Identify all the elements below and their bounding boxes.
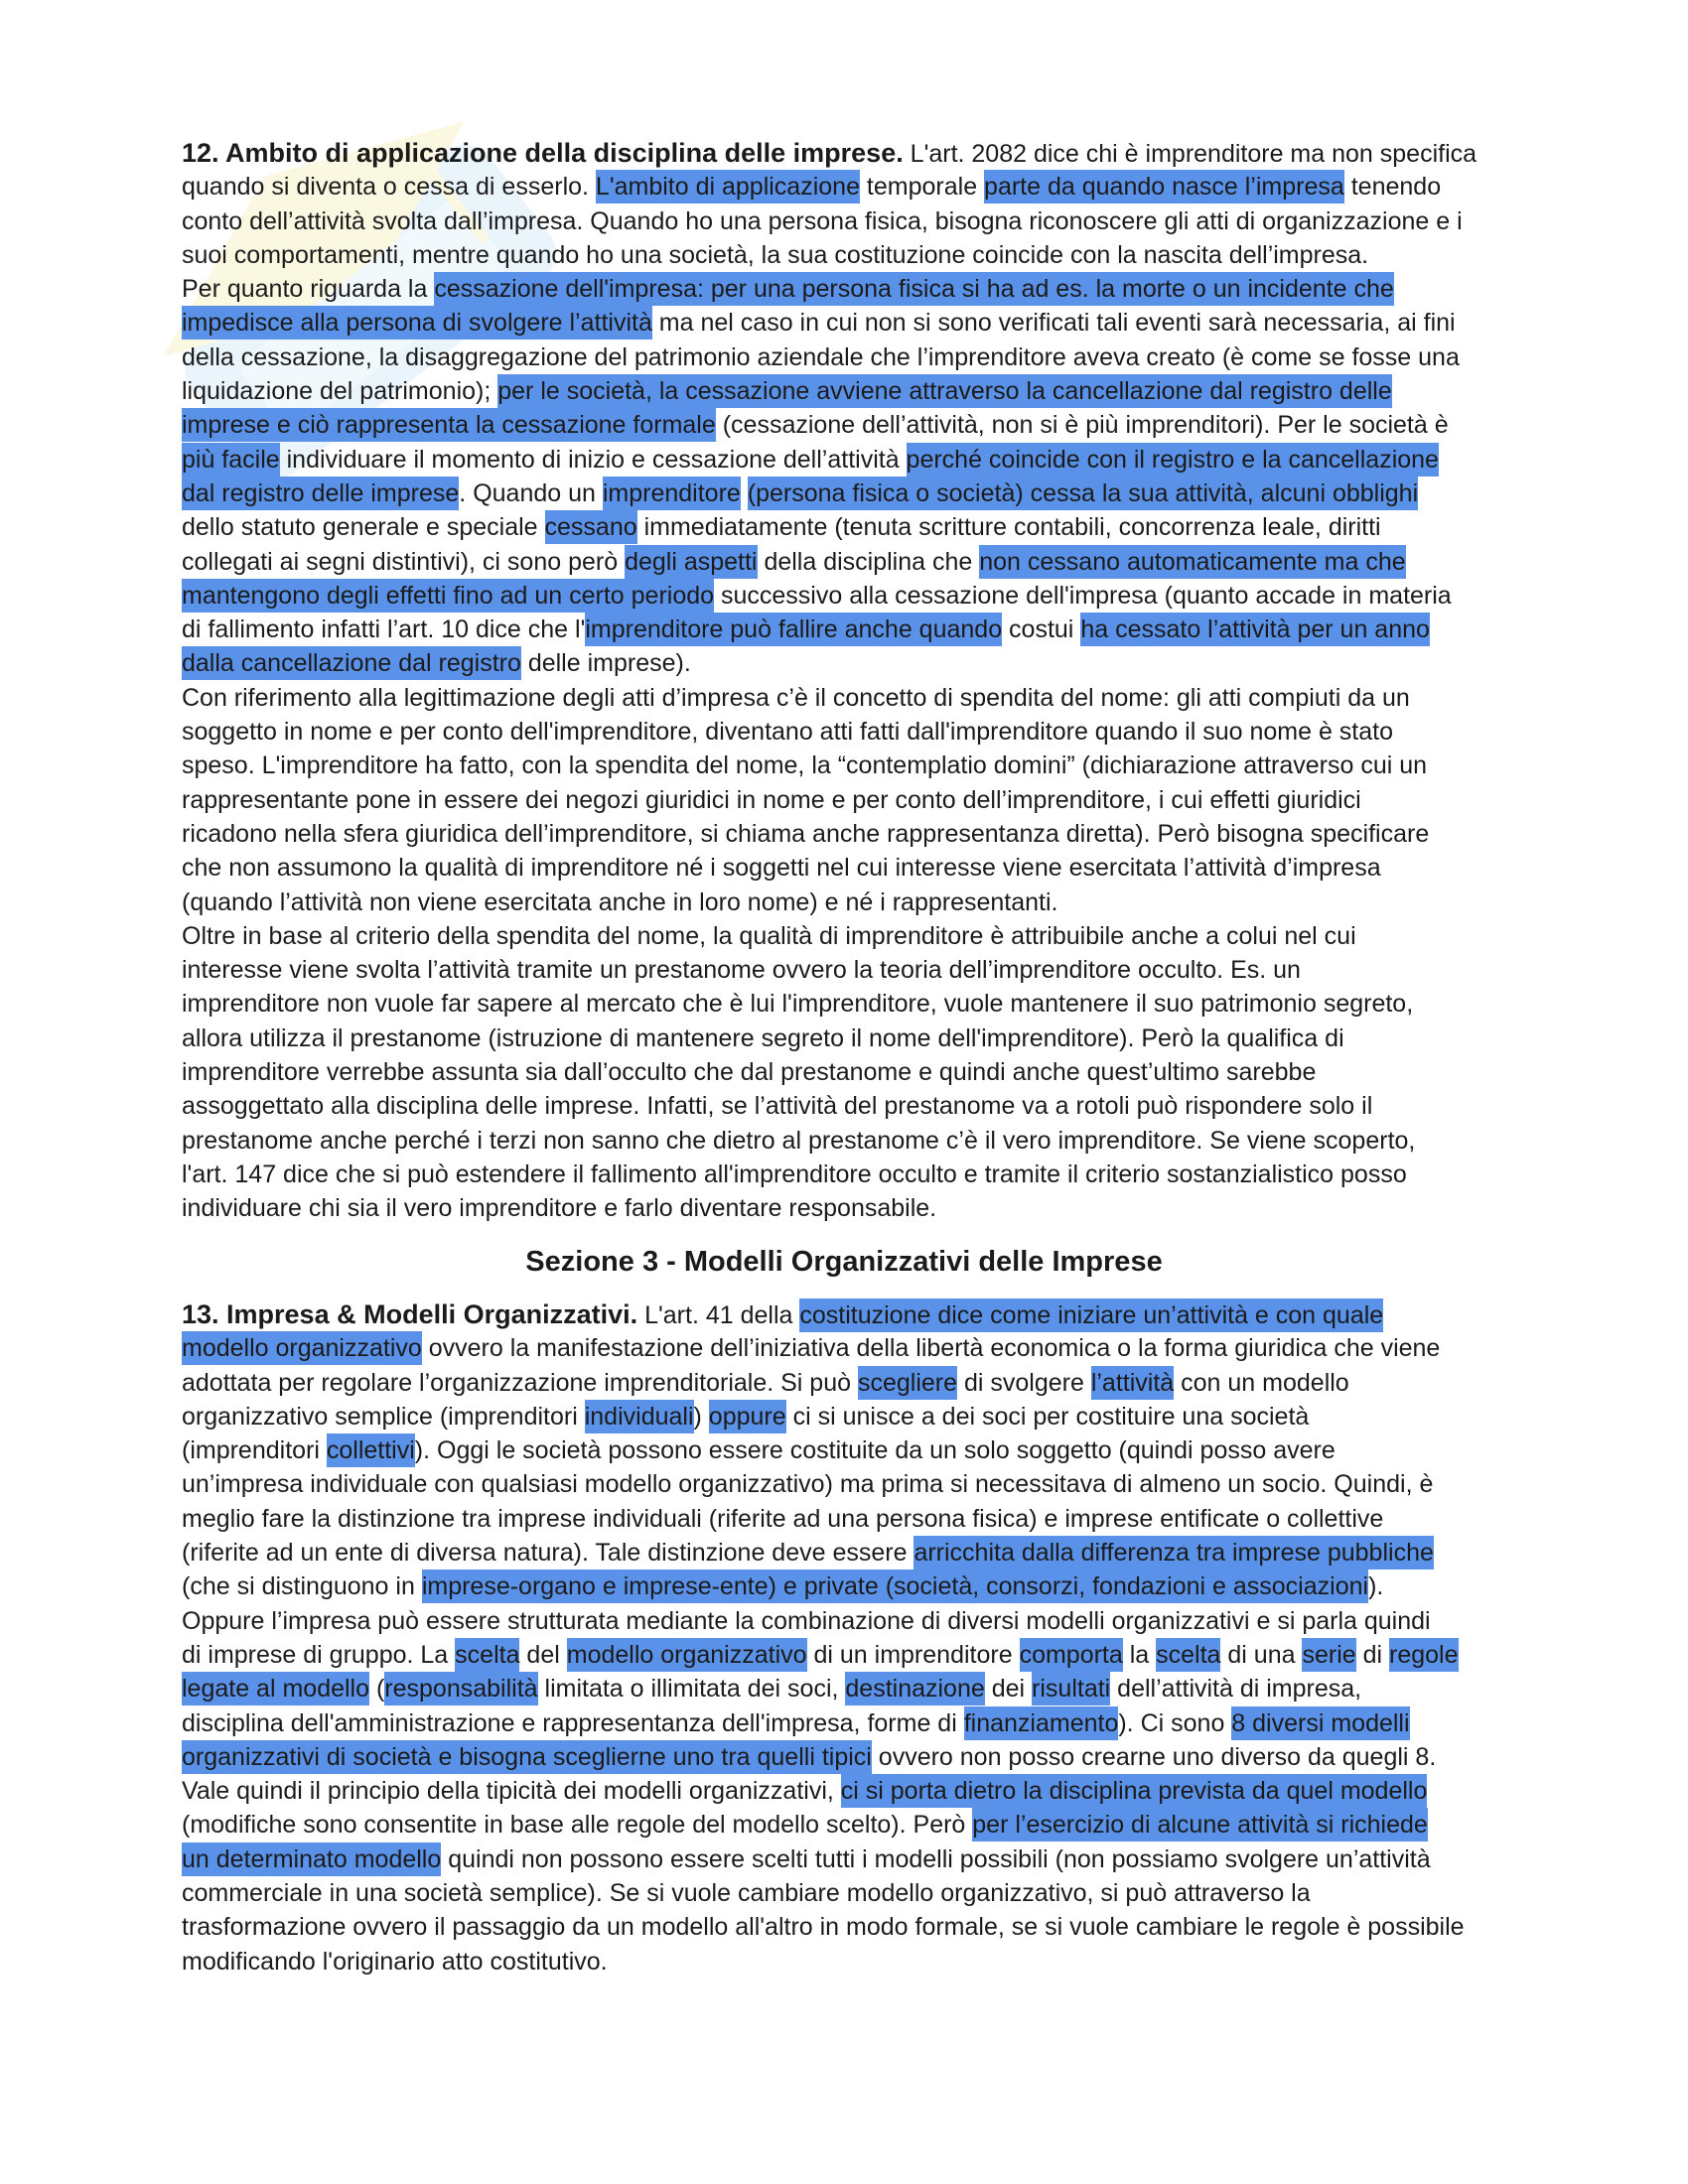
text-run: della cessazione, la disaggregazione del patrimonio aziendale che l’imprenditore aveva creato (è come se fosse una	[182, 342, 1460, 371]
text-line	[182, 1502, 1512, 1536]
highlighted-text: perché coincide con il registro e la cancellazione	[907, 443, 1439, 477]
highlighted-text: più facile	[182, 443, 280, 477]
text-line	[182, 374, 1512, 408]
text-run: (modifiche sono consentite in base alle regole del modello scelto). Però	[182, 1811, 973, 1840]
highlighted-text: arricchita dalla differenza tra imprese pubbliche	[914, 1536, 1433, 1570]
highlighted-text: impedisce alla persona di svolgere l’attività	[182, 306, 652, 340]
text-line	[182, 1604, 1512, 1638]
text-line	[182, 545, 1512, 579]
highlighted-text: un determinato modello	[182, 1843, 441, 1876]
text-line	[182, 613, 1512, 646]
highlighted-text: modello organizzativo	[567, 1638, 807, 1672]
text-line	[182, 817, 1512, 851]
text-line	[182, 1706, 1512, 1740]
text-run: L'art. 41 della	[637, 1301, 800, 1329]
highlighted-text: cessazione dell'impresa: per una persona fisica si ha ad es. la morte o un incidente che	[434, 272, 1393, 306]
text-line	[182, 1740, 1512, 1774]
text-line	[182, 238, 1512, 272]
text-run: interesse viene svolta l’attività tramite un prestanome ovvero la teoria dell’imprenditore occulto. Es. un	[182, 956, 1301, 985]
text-run: Per quanto riguarda la	[182, 275, 435, 304]
text-line	[182, 579, 1512, 613]
text-run: individuare il momento di inizio e cessazione dell’attività	[279, 445, 907, 474]
text-run: imprenditore verrebbe assunta sia dall’occulto che dal prestanome e quindi anche quest’ultimo sarebbe	[182, 1058, 1317, 1087]
text-line	[182, 987, 1512, 1021]
text-run: (che si distinguono in	[182, 1572, 422, 1601]
section-title: Sezione 3 - Modelli Organizzativi delle Imprese	[525, 1246, 1163, 1278]
text-run: Con riferimento alla legittimazione degli atti d’impresa c’è il concetto di spendita del nome: gli atti compiuti da un	[182, 683, 1410, 712]
text-line	[182, 919, 1512, 953]
highlighted-text: dalla cancellazione dal registro	[182, 646, 521, 680]
highlighted-text: dal registro delle imprese	[182, 477, 459, 510]
text-run: di fallimento infatti l’art. 10 dice che l'	[182, 615, 586, 644]
text-run: ovvero non posso crearne uno diverso da quegli 8.	[871, 1742, 1437, 1771]
text-run: di una	[1220, 1640, 1303, 1669]
text-run: della disciplina che	[757, 547, 980, 576]
highlighted-text: regole	[1389, 1638, 1459, 1672]
highlighted-text: legate al modello	[182, 1672, 369, 1706]
text-run: trasformazione ovvero il passaggio da un modello all'altro in modo formale, se si vuole cambiare le regole è possibile	[182, 1913, 1465, 1942]
highlighted-text: imprese-organo e imprese-ente) e private (società, consorzi, fondazioni e associazioni	[422, 1570, 1368, 1603]
text-line	[182, 886, 1512, 919]
text-line	[182, 443, 1512, 477]
text-line	[182, 1158, 1512, 1191]
text-line	[182, 1297, 1512, 1331]
text-run: assoggettato alla disciplina delle imprese. Infatti, se l’attività del prestanome va a rotoli può rispondere solo il	[182, 1092, 1373, 1121]
text-line	[182, 783, 1512, 817]
text-run: di un imprenditore	[806, 1640, 1020, 1669]
highlighted-text: collettivi	[327, 1433, 415, 1467]
text-run: Oltre in base al criterio della spendita del nome, la qualità di imprenditore è attribuibile anche a colui nel cui	[182, 921, 1356, 950]
text-run: meglio fare la distinzione tra imprese individuali (riferite ad una persona fisica) e imprese entificate o collettive	[182, 1504, 1384, 1533]
text-run: (riferite ad un ente di diversa natura). Tale distinzione deve essere	[182, 1539, 914, 1568]
highlighted-text: scelta	[455, 1638, 519, 1672]
text-line	[182, 749, 1512, 782]
text-run: di svolgere	[957, 1368, 1091, 1397]
highlighted-text: costituzione dice come iniziare un’attività e con quale	[799, 1298, 1383, 1332]
highlighted-text: imprenditore	[603, 477, 741, 510]
text-run: Oppure l’impresa può essere strutturata mediante la combinazione di diversi modelli organizzativi e si parla quindi	[182, 1606, 1431, 1635]
text-run: quando si diventa o cessa di esserlo.	[182, 173, 596, 202]
highlighted-text: non cessano automaticamente ma che	[979, 545, 1405, 579]
text-run: immediatamente (tenuta scritture contabili, concorrenza leale, diritti	[636, 513, 1381, 542]
highlighted-text: scegliere	[858, 1366, 957, 1400]
text-line	[182, 1366, 1512, 1400]
highlighted-text: oppure	[709, 1400, 786, 1433]
text-run: suoi comportamenti, mentre quando ho una società, la sua costituzione coincide con la nascita dell’impresa.	[182, 240, 1369, 269]
highlighted-text: l’attività	[1091, 1366, 1174, 1400]
text-run: del	[519, 1640, 567, 1669]
highlighted-text: ha cessato l’attività per un anno	[1080, 613, 1430, 646]
text-run: ).	[1368, 1572, 1384, 1601]
highlighted-text: risultati	[1032, 1672, 1110, 1706]
text-line	[182, 1945, 1512, 1979]
text-run: ma nel caso in cui non si sono verificati tali eventi sarà necessaria, ai fini	[651, 309, 1456, 338]
text-run: la	[1122, 1640, 1157, 1669]
text-line	[182, 272, 1512, 306]
text-run: collegati ai segni distintivi), ci sono però	[182, 547, 626, 576]
highlighted-text: per le società, la cessazione avviene attraverso la cancellazione dal registro delle	[497, 374, 1392, 408]
text-line	[182, 1638, 1512, 1672]
highlighted-text: 8 diversi modelli	[1231, 1706, 1409, 1740]
highlighted-text: scelta	[1156, 1638, 1220, 1672]
text-line	[182, 1400, 1512, 1433]
text-run: individuare chi sia il vero imprenditore e farlo diventare responsabile.	[182, 1194, 937, 1223]
text-run: soggetto in nome e per conto dell'imprenditore, diventano atti fatti dall'imprenditore quando il suo nome è stato	[182, 718, 1394, 747]
text-line	[182, 1876, 1512, 1910]
text-line	[182, 1536, 1512, 1570]
text-line	[182, 205, 1512, 238]
text-line	[182, 1124, 1512, 1158]
text-run: ). Oggi le società possono essere costituite da un solo soggetto (quindi posso avere	[414, 1436, 1336, 1465]
highlighted-text: imprenditore può fallire anche quando	[585, 613, 1002, 646]
highlighted-text: comporta	[1020, 1638, 1123, 1672]
text-line	[182, 170, 1512, 204]
text-line	[182, 1089, 1512, 1123]
paragraph-heading: 13. Impresa & Modelli Organizzativi.	[182, 1299, 638, 1329]
text-run: . Quando un	[459, 478, 603, 507]
highlighted-text: parte da quando nasce l’impresa	[984, 170, 1344, 204]
text-run: di imprese di gruppo. La	[182, 1640, 456, 1669]
text-run: l'art. 147 dice che si può estendere il fallimento all'imprenditore occulto e tramite il criterio sostanzialistico posso	[182, 1160, 1407, 1188]
text-run: di	[1355, 1640, 1390, 1669]
highlighted-text: mantengono degli effetti fino ad un certo periodo	[182, 579, 714, 613]
text-run: un’impresa individuale con qualsiasi modello organizzativo) ma prima si necessitava di almeno un socio. Quindi, è	[182, 1470, 1434, 1499]
text-run: delle imprese).	[520, 649, 691, 678]
text-run: adottata per regolare l’organizzazione imprenditoriale. Si può	[182, 1368, 858, 1397]
text-run: conto dell’attività svolta dall’impresa. Quando ho una persona fisica, bisogna riconoscere gli atti di organizzazione e i	[182, 206, 1463, 235]
text-run: )	[693, 1402, 709, 1431]
text-line	[182, 1055, 1512, 1089]
highlighted-text: modello organizzativo	[182, 1331, 422, 1365]
text-line	[182, 851, 1512, 885]
highlighted-text: individuali	[585, 1400, 694, 1433]
text-line	[182, 1022, 1512, 1055]
text-run	[741, 479, 748, 507]
text-run: commerciale in una società semplice). Se si vuole cambiare modello organizzativo, si può attraverso la	[182, 1879, 1311, 1908]
text-run: ovvero la manifestazione dell’iniziativa della libertà economica o la forma giuridica che viene	[421, 1334, 1441, 1363]
text-run: ricadono nella sfera giuridica dell’imprenditore, si chiama anche rappresentanza diretta). Però bisogna specificare	[182, 819, 1430, 848]
highlighted-text: destinazione	[845, 1672, 984, 1706]
text-line	[182, 477, 1512, 510]
text-line	[182, 646, 1512, 680]
highlighted-text: organizzativi di società e bisogna sceglierne uno tra quelli tipici	[182, 1740, 872, 1774]
highlighted-text: finanziamento	[964, 1706, 1119, 1740]
highlighted-text: L'ambito di applicazione	[596, 170, 860, 204]
text-run: dei	[984, 1675, 1033, 1704]
text-line	[182, 1570, 1512, 1603]
text-line	[182, 408, 1512, 442]
text-line	[182, 1910, 1512, 1944]
text-line	[182, 136, 1512, 170]
paragraph-heading: 12. Ambito di applicazione della disciplina delle imprese.	[182, 138, 904, 168]
text-line	[182, 681, 1512, 715]
text-run: (	[369, 1675, 385, 1704]
text-run: speso. L'imprenditore ha fatto, con la spendita del nome, la “contemplatio domini” (dichiarazione attraverso cui un	[182, 751, 1428, 780]
text-run: dell’attività di impresa,	[1110, 1675, 1362, 1704]
section-12-paragraph	[182, 136, 1512, 1226]
text-run: (imprenditori	[182, 1436, 327, 1465]
text-run: ci si unisce a dei soci per costituire una società	[785, 1402, 1310, 1431]
text-run: imprenditore non vuole far sapere al mercato che è lui l'imprenditore, vuole mantenere il suo patrimonio segreto,	[182, 990, 1414, 1019]
text-run: limitata o illimitata dei soci,	[537, 1675, 846, 1704]
text-line	[182, 1433, 1512, 1467]
text-run: rappresentante pone in essere dei negozi giuridici in nome e per conto dell’imprenditore, i cui effetti giuridici	[182, 785, 1361, 814]
text-line	[182, 715, 1512, 749]
text-run: Vale quindi il principio della tipicità dei modelli organizzativi,	[182, 1777, 841, 1806]
text-run: che non assumono la qualità di imprenditore né i soggetti nel cui interesse viene esercitata l’attività d’impresa	[182, 854, 1381, 883]
highlighted-text: serie	[1302, 1638, 1355, 1672]
text-run: temporale	[859, 173, 985, 202]
text-run: prestanome anche perché i terzi non sanno che dietro al prestanome c’è il vero imprenditore. Se viene scoperto,	[182, 1126, 1416, 1155]
highlighted-text: cessano	[545, 510, 637, 544]
highlighted-text: per l’esercizio di alcune attività si richiede	[972, 1808, 1428, 1842]
text-run: con un modello	[1174, 1368, 1349, 1397]
section-13-paragraph	[182, 1297, 1512, 1979]
text-run: liquidazione del patrimonio);	[182, 377, 498, 406]
text-line	[182, 1331, 1512, 1365]
text-line	[182, 306, 1512, 340]
text-run: tenendo	[1343, 173, 1442, 202]
highlighted-text: responsabilità	[384, 1672, 537, 1706]
text-run: disciplina dell'amministrazione e rappresentanza dell'impresa, forme di	[182, 1708, 964, 1737]
highlighted-text: ci si porta dietro la disciplina prevista da quel modello	[841, 1774, 1428, 1808]
text-run: organizzativo semplice (imprenditori	[182, 1402, 585, 1431]
text-line	[182, 1467, 1512, 1501]
text-line	[182, 953, 1512, 987]
text-run: quindi non possono essere scelti tutti i modelli possibili (non possiamo svolgere un’attività	[441, 1844, 1431, 1873]
highlighted-text: degli aspetti	[625, 545, 757, 579]
highlighted-text: (persona fisica o società) cessa la sua attività, alcuni obblighi	[748, 477, 1418, 510]
text-line	[182, 1672, 1512, 1706]
text-line	[182, 1808, 1512, 1842]
text-run: dello statuto generale e speciale	[182, 513, 545, 542]
text-run: successivo alla cessazione dell'impresa (quanto accade in materia	[714, 581, 1452, 610]
text-line	[182, 1191, 1512, 1225]
text-run: (quando l’attività non viene esercitata anche in loro nome) e né i rappresentanti.	[182, 887, 1058, 916]
text-line	[182, 510, 1512, 544]
highlighted-text: imprese e ciò rappresenta la cessazione formale	[182, 408, 716, 442]
text-line	[182, 341, 1512, 374]
text-run: modificando l'originario atto costitutivo.	[182, 1947, 608, 1976]
text-run: costui	[1002, 615, 1081, 644]
text-line	[182, 1774, 1512, 1808]
text-run: ). Ci sono	[1118, 1708, 1232, 1737]
text-line	[182, 1843, 1512, 1876]
text-run: (cessazione dell’attività, non si è più imprenditori). Per le società è	[715, 411, 1449, 440]
text-run: allora utilizza il prestanome (istruzione di mantenere segreto il nome dell'imprenditore). Però la qualifica di	[182, 1024, 1344, 1052]
text-run: L'art. 2082 dice chi è imprenditore ma non specifica	[903, 140, 1477, 168]
